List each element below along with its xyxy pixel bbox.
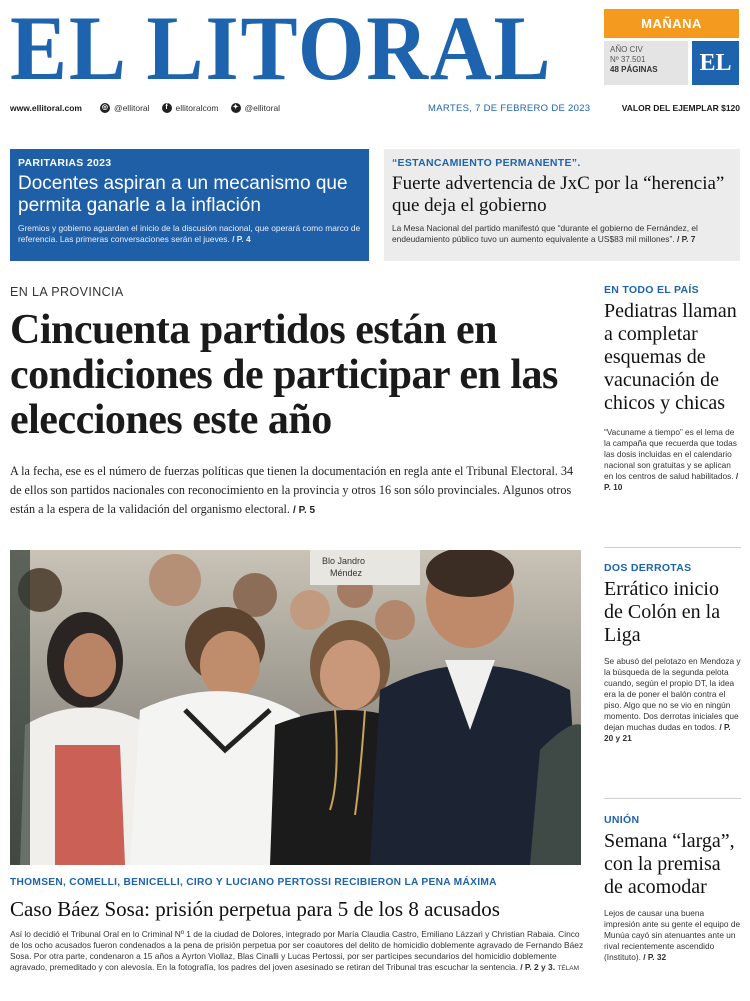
protest-sign-text: Méndez — [330, 568, 363, 578]
side-story-colon[interactable] — [604, 562, 741, 744]
teaser-text — [18, 223, 361, 245]
photo-story-kicker: THOMSEN, COMELLI, BENICELLI, CIRO Y LUCIANO PERTOSSI RECIBIERON LA PENA MÁXIMA — [10, 877, 497, 888]
logo: EL — [692, 41, 739, 85]
teaser-kicker: PARITARIAS 2023 — [18, 157, 112, 169]
teaser-kicker: “ESTANCAMIENTO PERMANENTE”. — [392, 157, 581, 169]
divider — [604, 798, 741, 799]
twitter-label: @ellitoral — [244, 103, 281, 113]
page-count: 48 PÁGINAS — [610, 65, 658, 74]
info-bar — [10, 100, 740, 116]
news-photo — [10, 550, 581, 865]
side-headline: Pediatras llaman a completar esquemas de vacunación de chicos y chicas — [604, 300, 737, 414]
photo-story-body — [10, 929, 585, 974]
side-text — [604, 656, 741, 744]
page-ref: / P. 2 y 3. — [520, 962, 556, 972]
main-body-text: A la fecha, ese es el número de fuerzas políticas que tienen la documentación en regla ante el Tribunal Electoral. 34 de ellos son partidos nacionales con reconocimiento en la provincia y otros 16 son sólo provinciales. Algunos otros están a la espera de la validación del organismo electoral. — [10, 464, 574, 516]
side-body: Lejos de causar una buena impresión ante su gente el equipo de Munúa cayó sin atenuantes ante un rival recientemente ascendido (Instituto). — [604, 908, 741, 962]
page-ref: / P. 32 — [643, 952, 667, 962]
photo-story-headline[interactable]: Caso Báez Sosa: prisión perpetua para 5 de los 8 acusados — [10, 897, 500, 921]
website-link[interactable]: www.ellitoral.com — [10, 103, 82, 113]
photo-story-text: Así lo decidió el Tribunal Oral en lo Criminal Nº 1 de la ciudad de Dolores, integrado por María Claudia Castro, Emiliano Lázzari y Christian Rabaia. Cinco de los ocho acusados fueron condenados a la pena de prisión perpetua por ser coautores del delito de homicidio doblemente agravado de Fernando Báez Sosa. Por otra parte, condenaron a 15 años a Ayrton Viollaz, Blas Cinalli y Lucas Pertossi, por ser partícipes secundarios del homicidio doblemente agravado, premeditado y con alevosía. En la fotografía, los padres del joven asesinado se retiran del Tribunal tras escuchar la sentencia. — [10, 929, 584, 972]
instagram-label: @ellitoral — [113, 103, 150, 113]
twitter-handle[interactable] — [231, 103, 281, 113]
protest-sign-text: Blo Jandro — [322, 556, 366, 566]
teaser-headline: Fuerte advertencia de JxC por la “herencia” que deja el gobierno — [392, 173, 725, 216]
edition-badge: MAÑANA — [604, 9, 739, 38]
side-story-pediatras[interactable] — [604, 284, 741, 493]
crowd-photo-illustration — [10, 550, 581, 865]
side-story-union[interactable] — [604, 814, 741, 963]
side-body: Se abusó del pelotazo en Mendoza y la búsqueda de la segunda pelota cuando, según el propio DT, la idea era la de poner el balón contra el piso. Algo que no se vio en ningún momento. Dos derrotas iniciales que dejan muchas dudas en todos. — [604, 656, 741, 732]
issue-year: AÑO CIV — [610, 45, 643, 54]
facebook-label: ellitoralcom — [175, 103, 219, 113]
page-ref: / P. 5 — [293, 505, 316, 516]
main-headline[interactable]: Cincuenta partidos están en condiciones de participar en las elecciones este año — [10, 307, 558, 443]
side-headline: Semana “larga”, con la premisa de acomodar — [604, 830, 735, 898]
teaser-jxc[interactable] — [384, 149, 740, 261]
side-kicker: DOS DERROTAS — [604, 562, 692, 574]
side-text — [604, 427, 741, 493]
page-ref: / P. 10 — [604, 471, 739, 492]
twitter-icon: ✦ — [231, 103, 241, 113]
teaser-paritarias[interactable] — [10, 149, 369, 261]
side-headline: Errático inicio de Colón en la Liga — [604, 578, 721, 646]
main-body — [10, 462, 585, 520]
page-ref: / P. 4 — [232, 234, 251, 244]
page-ref: / P. 20 y 21 — [604, 722, 731, 743]
side-kicker: EN TODO EL PAÍS — [604, 284, 699, 296]
issue-info — [604, 41, 688, 85]
side-kicker: UNIÓN — [604, 814, 640, 826]
issue-date: MARTES, 7 DE FEBRERO DE 2023 — [428, 102, 591, 114]
facebook-icon: f — [162, 103, 172, 113]
photo-credit: TÉLAM — [557, 965, 580, 972]
teaser-body: Gremios y gobierno aguardan el inicio de la discusión nacional, que operará como marco de referencia. Las primeras conversaciones serán el jueves. — [18, 223, 361, 244]
issue-number: Nº 37.501 — [610, 55, 646, 64]
teaser-text — [392, 223, 732, 245]
main-kicker: EN LA PROVINCIA — [10, 285, 124, 299]
facebook-handle[interactable] — [162, 103, 219, 113]
side-body: “Vacuname a tiempo” es el lema de la campaña que recuerda que todas las dosis incluidas en el calendario nacional son gratuitas y se aplican en los centros de salud habilitados. — [604, 427, 737, 481]
teaser-headline: Docentes aspiran a un mecanismo que permita ganarle a la inflación — [18, 173, 348, 216]
page-ref: / P. 7 — [676, 234, 696, 244]
newspaper-title: EL LITORAL — [10, 0, 553, 99]
issue-price: VALOR DEL EJEMPLAR $120 — [621, 103, 740, 113]
side-text — [604, 908, 741, 963]
masthead — [10, 0, 595, 99]
divider — [604, 547, 741, 548]
teaser-body: La Mesa Nacional del partido manifestó que “durante el gobierno de Fernández, el endeudamiento público tuvo un aumento equivalente a US$83 mil millones”. — [392, 223, 698, 244]
instagram-handle[interactable] — [100, 103, 150, 113]
instagram-icon: ◎ — [101, 104, 108, 111]
